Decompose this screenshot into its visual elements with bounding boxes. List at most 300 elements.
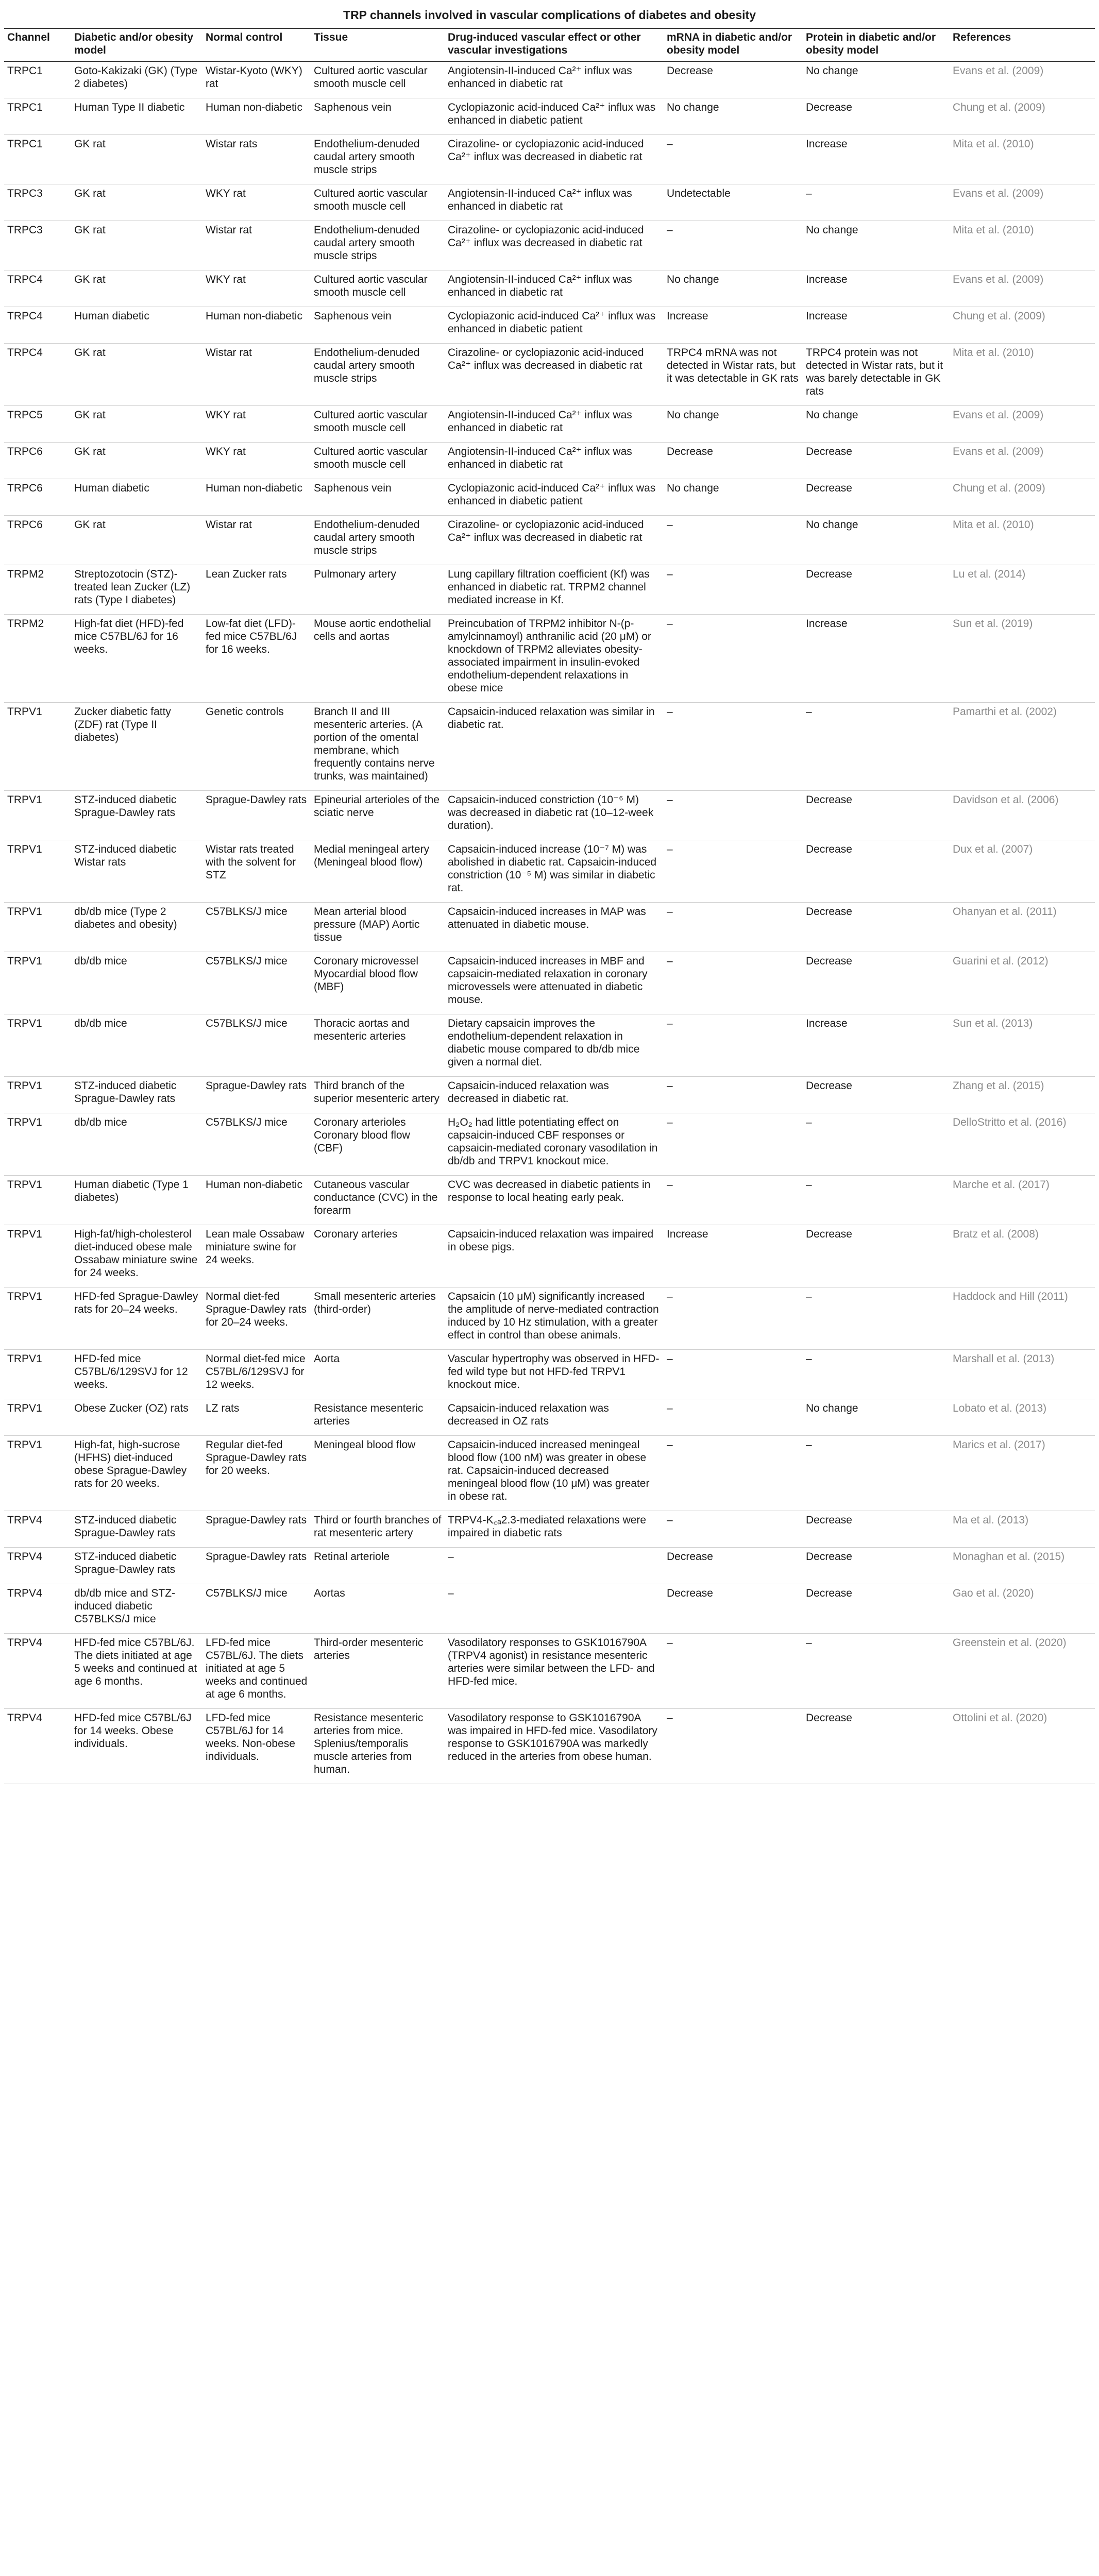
cell-control: LZ rats	[202, 1399, 311, 1436]
cell-model: STZ-induced diabetic Sprague-Dawley rats	[71, 791, 202, 840]
cell-channel: TRPV1	[4, 1014, 71, 1077]
cell-mrna: –	[664, 135, 803, 184]
cell-model: GK rat	[71, 270, 202, 307]
cell-control: LFD-fed mice C57BL/6J for 14 weeks. Non-obese individuals.	[202, 1709, 311, 1784]
cell-effect: Dietary capsaicin improves the endothelium-dependent relaxation in diabetic mouse compared to db/db mice given a normal diet.	[445, 1014, 664, 1077]
table-row	[4, 1176, 1095, 1225]
cell-protein: Decrease	[803, 1077, 950, 1113]
cell-reference[interactable]: Sun et al. (2013)	[950, 1014, 1095, 1077]
table-header	[4, 28, 1095, 61]
cell-channel: TRPM2	[4, 565, 71, 615]
table-row	[4, 1634, 1095, 1709]
cell-tissue: Mean arterial blood pressure (MAP) Aortic tissue	[311, 903, 445, 952]
cell-protein: TRPC4 protein was not detected in Wistar rats, but it was barely detectable in GK rats	[803, 344, 950, 406]
cell-tissue: Medial meningeal artery (Meningeal blood flow)	[311, 840, 445, 903]
cell-control: Wistar-Kyoto (WKY) rat	[202, 61, 311, 98]
cell-reference[interactable]: Ohanyan et al. (2011)	[950, 903, 1095, 952]
cell-effect: Vasodilatory response to GSK1016790A was impaired in HFD-fed mice. Vasodilatory response to GSK1016790A was markedly reduced in the arteries from obese human.	[445, 1709, 664, 1784]
cell-tissue: Coronary arterioles Coronary blood flow (CBF)	[311, 1113, 445, 1176]
cell-model: db/db mice and STZ-induced diabetic C57BLKS/J mice	[71, 1584, 202, 1634]
cell-protein: Decrease	[803, 98, 950, 135]
cell-reference[interactable]: Evans et al. (2009)	[950, 61, 1095, 98]
cell-protein: Decrease	[803, 903, 950, 952]
table-row	[4, 791, 1095, 840]
table-row	[4, 98, 1095, 135]
cell-model: db/db mice (Type 2 diabetes and obesity)	[71, 903, 202, 952]
cell-control: LFD-fed mice C57BL/6J. The diets initiated at age 5 weeks and continued at age 6 months.	[202, 1634, 311, 1709]
cell-mrna: No change	[664, 479, 803, 516]
cell-control: Wistar rats treated with the solvent for STZ	[202, 840, 311, 903]
table-row	[4, 344, 1095, 406]
table-row	[4, 479, 1095, 516]
cell-tissue: Retinal arteriole	[311, 1548, 445, 1584]
cell-model: db/db mice	[71, 1014, 202, 1077]
table-row	[4, 952, 1095, 1014]
header-mrna: mRNA in diabetic and/or obesity model	[664, 28, 803, 61]
cell-control: Normal diet-fed Sprague-Dawley rats for 20–24 weeks.	[202, 1287, 311, 1350]
cell-protein: Decrease	[803, 1709, 950, 1784]
cell-protein: No change	[803, 61, 950, 98]
cell-model: STZ-induced diabetic Wistar rats	[71, 840, 202, 903]
table-row	[4, 406, 1095, 443]
cell-control: C57BLKS/J mice	[202, 1113, 311, 1176]
cell-reference[interactable]: Bratz et al. (2008)	[950, 1225, 1095, 1287]
cell-channel: TRPC6	[4, 443, 71, 479]
cell-effect: Capsaicin-induced relaxation was decreased in OZ rats	[445, 1399, 664, 1436]
cell-model: HFD-fed mice C57BL/6J. The diets initiated at age 5 weeks and continued at age 6 months.	[71, 1634, 202, 1709]
cell-channel: TRPC6	[4, 516, 71, 565]
table-row	[4, 516, 1095, 565]
cell-model: High-fat/high-cholesterol diet-induced obese male Ossabaw miniature swine for 24 weeks.	[71, 1225, 202, 1287]
cell-model: Goto-Kakizaki (GK) (Type 2 diabetes)	[71, 61, 202, 98]
cell-reference[interactable]: Gao et al. (2020)	[950, 1584, 1095, 1634]
cell-reference[interactable]: Haddock and Hill (2011)	[950, 1287, 1095, 1350]
cell-channel: TRPV1	[4, 903, 71, 952]
cell-reference[interactable]: Mita et al. (2010)	[950, 221, 1095, 270]
cell-channel: TRPC4	[4, 270, 71, 307]
cell-protein: No change	[803, 406, 950, 443]
cell-reference[interactable]: Evans et al. (2009)	[950, 406, 1095, 443]
cell-control: WKY rat	[202, 184, 311, 221]
cell-channel: TRPC3	[4, 221, 71, 270]
cell-reference[interactable]: Marche et al. (2017)	[950, 1176, 1095, 1225]
cell-effect: Angiotensin-II-induced Ca²⁺ influx was enhanced in diabetic rat	[445, 406, 664, 443]
cell-effect: Capsaicin-induced increased meningeal blood flow (100 nM) was greater in obese rat. Capsaicin-induced decreased meningeal blood flow (10 μM) was greater in obese rat.	[445, 1436, 664, 1511]
cell-control: C57BLKS/J mice	[202, 1584, 311, 1634]
cell-effect: Cirazoline- or cyclopiazonic acid-induced Ca²⁺ influx was decreased in diabetic rat	[445, 344, 664, 406]
table-row	[4, 184, 1095, 221]
cell-protein: No change	[803, 1399, 950, 1436]
cell-control: Normal diet-fed mice C57BL/6/129SVJ for 12 weeks.	[202, 1350, 311, 1399]
cell-protein: –	[803, 1113, 950, 1176]
cell-mrna: –	[664, 791, 803, 840]
header-references: References	[950, 28, 1095, 61]
cell-effect: –	[445, 1584, 664, 1634]
cell-model: Zucker diabetic fatty (ZDF) rat (Type II diabetes)	[71, 703, 202, 791]
cell-mrna: –	[664, 1176, 803, 1225]
cell-tissue: Meningeal blood flow	[311, 1436, 445, 1511]
cell-tissue: Coronary arteries	[311, 1225, 445, 1287]
cell-tissue: Cultured aortic vascular smooth muscle cell	[311, 61, 445, 98]
cell-reference[interactable]: Ottolini et al. (2020)	[950, 1709, 1095, 1784]
cell-model: HFD-fed mice C57BL/6J for 14 weeks. Obese individuals.	[71, 1709, 202, 1784]
cell-channel: TRPV1	[4, 791, 71, 840]
cell-protein: Increase	[803, 135, 950, 184]
cell-control: WKY rat	[202, 443, 311, 479]
cell-protein: –	[803, 1350, 950, 1399]
cell-tissue: Branch II and III mesenteric arteries. (A portion of the omental membrane, which frequently contains nerve trunks, was maintained)	[311, 703, 445, 791]
cell-channel: TRPC1	[4, 98, 71, 135]
cell-mrna: –	[664, 840, 803, 903]
header-model: Diabetic and/or obesity model	[71, 28, 202, 61]
cell-channel: TRPC6	[4, 479, 71, 516]
table-row	[4, 1225, 1095, 1287]
cell-tissue: Small mesenteric arteries (third-order)	[311, 1287, 445, 1350]
cell-tissue: Endothelium-denuded caudal artery smooth muscle strips	[311, 135, 445, 184]
cell-model: db/db mice	[71, 952, 202, 1014]
cell-control: Low-fat diet (LFD)-fed mice C57BL/6J for 16 weeks.	[202, 615, 311, 703]
cell-model: HFD-fed Sprague-Dawley rats for 20–24 weeks.	[71, 1287, 202, 1350]
cell-protein: –	[803, 184, 950, 221]
cell-model: Obese Zucker (OZ) rats	[71, 1399, 202, 1436]
cell-reference[interactable]: Monaghan et al. (2015)	[950, 1548, 1095, 1584]
table-row	[4, 443, 1095, 479]
cell-model: Human Type II diabetic	[71, 98, 202, 135]
cell-mrna: No change	[664, 98, 803, 135]
header-effect: Drug-induced vascular effect or other vascular investigations	[445, 28, 664, 61]
cell-reference[interactable]: Dux et al. (2007)	[950, 840, 1095, 903]
cell-tissue: Aorta	[311, 1350, 445, 1399]
cell-reference[interactable]: Evans et al. (2009)	[950, 270, 1095, 307]
table-row	[4, 1584, 1095, 1634]
cell-tissue: Cultured aortic vascular smooth muscle cell	[311, 184, 445, 221]
cell-effect: Capsaicin-induced increases in MAP was attenuated in diabetic mouse.	[445, 903, 664, 952]
cell-mrna: –	[664, 1709, 803, 1784]
cell-mrna: –	[664, 903, 803, 952]
cell-channel: TRPV4	[4, 1584, 71, 1634]
cell-effect: Vasodilatory responses to GSK1016790A (TRPV4 agonist) in resistance mesenteric arteries were similar between the LFD- and HFD-fed mice.	[445, 1634, 664, 1709]
cell-control: Human non-diabetic	[202, 98, 311, 135]
cell-mrna: No change	[664, 406, 803, 443]
cell-mrna: –	[664, 1113, 803, 1176]
cell-mrna: –	[664, 1399, 803, 1436]
cell-mrna: –	[664, 703, 803, 791]
cell-mrna: –	[664, 1077, 803, 1113]
cell-control: Lean Zucker rats	[202, 565, 311, 615]
cell-reference[interactable]: Chung et al. (2009)	[950, 479, 1095, 516]
table-row	[4, 565, 1095, 615]
cell-effect: Cirazoline- or cyclopiazonic acid-induced Ca²⁺ influx was decreased in diabetic rat	[445, 221, 664, 270]
cell-model: GK rat	[71, 135, 202, 184]
cell-tissue: Endothelium-denuded caudal artery smooth muscle strips	[311, 344, 445, 406]
cell-model: Streptozotocin (STZ)-treated lean Zucker (LZ) rats (Type I diabetes)	[71, 565, 202, 615]
cell-channel: TRPV1	[4, 1399, 71, 1436]
cell-effect: Capsaicin-induced relaxation was similar in diabetic rat.	[445, 703, 664, 791]
cell-protein: Decrease	[803, 1584, 950, 1634]
table-row	[4, 1709, 1095, 1784]
cell-protein: No change	[803, 221, 950, 270]
cell-channel: TRPV1	[4, 1225, 71, 1287]
cell-protein: Increase	[803, 1014, 950, 1077]
cell-protein: Decrease	[803, 565, 950, 615]
cell-tissue: Saphenous vein	[311, 479, 445, 516]
header-tissue: Tissue	[311, 28, 445, 61]
cell-effect: Cirazoline- or cyclopiazonic acid-induced Ca²⁺ influx was decreased in diabetic rat	[445, 516, 664, 565]
cell-protein: Decrease	[803, 443, 950, 479]
cell-reference[interactable]: Mita et al. (2010)	[950, 516, 1095, 565]
cell-channel: TRPV4	[4, 1709, 71, 1784]
cell-reference[interactable]: Mita et al. (2010)	[950, 135, 1095, 184]
cell-reference[interactable]: Lu et al. (2014)	[950, 565, 1095, 615]
cell-tissue: Cutaneous vascular conductance (CVC) in the forearm	[311, 1176, 445, 1225]
cell-tissue: Third-order mesenteric arteries	[311, 1634, 445, 1709]
cell-control: Human non-diabetic	[202, 307, 311, 344]
cell-reference[interactable]: Evans et al. (2009)	[950, 184, 1095, 221]
cell-tissue: Cultured aortic vascular smooth muscle cell	[311, 443, 445, 479]
table-row	[4, 615, 1095, 703]
cell-protein: Increase	[803, 615, 950, 703]
table-row	[4, 1350, 1095, 1399]
cell-model: STZ-induced diabetic Sprague-Dawley rats	[71, 1511, 202, 1548]
cell-control: Wistar rats	[202, 135, 311, 184]
cell-channel: TRPV1	[4, 840, 71, 903]
cell-mrna: Decrease	[664, 61, 803, 98]
cell-effect: Capsaicin-induced relaxation was decreased in diabetic rat.	[445, 1077, 664, 1113]
table-row	[4, 270, 1095, 307]
cell-protein: Decrease	[803, 791, 950, 840]
cell-model: Human diabetic (Type 1 diabetes)	[71, 1176, 202, 1225]
cell-control: Human non-diabetic	[202, 479, 311, 516]
cell-channel: TRPM2	[4, 615, 71, 703]
cell-control: WKY rat	[202, 406, 311, 443]
cell-protein: Decrease	[803, 952, 950, 1014]
cell-mrna: –	[664, 221, 803, 270]
cell-tissue: Coronary microvessel Myocardial blood flow (MBF)	[311, 952, 445, 1014]
cell-protein: Increase	[803, 270, 950, 307]
cell-reference[interactable]: Mita et al. (2010)	[950, 344, 1095, 406]
cell-effect: Angiotensin-II-induced Ca²⁺ influx was enhanced in diabetic rat	[445, 270, 664, 307]
cell-protein: Decrease	[803, 1511, 950, 1548]
cell-protein: No change	[803, 516, 950, 565]
cell-effect: Capsaicin-induced increase (10⁻⁷ M) was abolished in diabetic rat. Capsaicin-induced constriction (10⁻⁵ M) was similar in diabetic rat.	[445, 840, 664, 903]
cell-control: Regular diet-fed Sprague-Dawley rats for 20 weeks.	[202, 1436, 311, 1511]
cell-protein: Decrease	[803, 1548, 950, 1584]
cell-effect: Preincubation of TRPM2 inhibitor N-(p-amylcinnamoyl) anthranilic acid (20 μM) or knockdown of TRPM2 alleviates obesity-associated impairment in insulin-evoked endothelium-dependent relaxations in obese mice	[445, 615, 664, 703]
cell-effect: Capsaicin-induced relaxation was impaired in obese pigs.	[445, 1225, 664, 1287]
cell-model: Human diabetic	[71, 479, 202, 516]
header-row	[4, 28, 1095, 61]
cell-model: STZ-induced diabetic Sprague-Dawley rats	[71, 1077, 202, 1113]
cell-effect: Lung capillary filtration coefficient (Kf) was enhanced in diabetic rat. TRPM2 channel mediated increase in Kf.	[445, 565, 664, 615]
cell-mrna: –	[664, 1287, 803, 1350]
cell-reference[interactable]: Greenstein et al. (2020)	[950, 1634, 1095, 1709]
table-row	[4, 1511, 1095, 1548]
cell-tissue: Endothelium-denuded caudal artery smooth muscle strips	[311, 516, 445, 565]
cell-protein: –	[803, 1436, 950, 1511]
header-control: Normal control	[202, 28, 311, 61]
cell-control: Genetic controls	[202, 703, 311, 791]
cell-channel: TRPV1	[4, 1176, 71, 1225]
cell-effect: Capsaicin-induced constriction (10⁻⁶ M) was decreased in diabetic rat (10–12-week duration).	[445, 791, 664, 840]
cell-mrna: –	[664, 952, 803, 1014]
cell-effect: Vascular hypertrophy was observed in HFD-fed wild type but not HFD-fed TRPV1 knockout mice.	[445, 1350, 664, 1399]
table-row	[4, 1548, 1095, 1584]
cell-tissue: Mouse aortic endothelial cells and aortas	[311, 615, 445, 703]
cell-model: GK rat	[71, 443, 202, 479]
table-row	[4, 703, 1095, 791]
table-body	[4, 61, 1095, 1784]
cell-tissue: Cultured aortic vascular smooth muscle cell	[311, 406, 445, 443]
cell-mrna: –	[664, 1436, 803, 1511]
cell-protein: Decrease	[803, 840, 950, 903]
cell-tissue: Cultured aortic vascular smooth muscle cell	[311, 270, 445, 307]
cell-effect: Cyclopiazonic acid-induced Ca²⁺ influx was enhanced in diabetic patient	[445, 479, 664, 516]
trp-channels-table	[4, 28, 1095, 1784]
cell-channel: TRPV1	[4, 952, 71, 1014]
cell-model: GK rat	[71, 221, 202, 270]
cell-tissue: Pulmonary artery	[311, 565, 445, 615]
cell-reference[interactable]: Marshall et al. (2013)	[950, 1350, 1095, 1399]
cell-tissue: Endothelium-denuded caudal artery smooth muscle strips	[311, 221, 445, 270]
cell-mrna: –	[664, 1511, 803, 1548]
table-row	[4, 1399, 1095, 1436]
cell-protein: –	[803, 703, 950, 791]
cell-tissue: Epineurial arterioles of the sciatic nerve	[311, 791, 445, 840]
cell-effect: Angiotensin-II-induced Ca²⁺ influx was enhanced in diabetic rat	[445, 61, 664, 98]
cell-control: C57BLKS/J mice	[202, 903, 311, 952]
cell-mrna: Decrease	[664, 1584, 803, 1634]
cell-channel: TRPV1	[4, 1287, 71, 1350]
table-row	[4, 61, 1095, 98]
cell-protein: –	[803, 1287, 950, 1350]
cell-channel: TRPV1	[4, 1113, 71, 1176]
table-row	[4, 1014, 1095, 1077]
table-row	[4, 221, 1095, 270]
cell-mrna: Decrease	[664, 443, 803, 479]
cell-mrna: Increase	[664, 1225, 803, 1287]
cell-control: Wistar rat	[202, 221, 311, 270]
cell-channel: TRPV1	[4, 703, 71, 791]
cell-reference[interactable]: Chung et al. (2009)	[950, 307, 1095, 344]
cell-effect: H₂O₂ had little potentiating effect on capsaicin-induced CBF responses or capsaicin-mediated coronary vasodilation in db/db and TRPV1 knockout mice.	[445, 1113, 664, 1176]
cell-model: Human diabetic	[71, 307, 202, 344]
cell-effect: –	[445, 1548, 664, 1584]
cell-tissue: Aortas	[311, 1584, 445, 1634]
cell-control: C57BLKS/J mice	[202, 952, 311, 1014]
cell-reference[interactable]: Ma et al. (2013)	[950, 1511, 1095, 1548]
table-row	[4, 903, 1095, 952]
cell-tissue: Resistance mesenteric arteries from mice. Splenius/temporalis muscle arteries from human.	[311, 1709, 445, 1784]
cell-mrna: Decrease	[664, 1548, 803, 1584]
cell-mrna: TRPC4 mRNA was not detected in Wistar rats, but it was detectable in GK rats	[664, 344, 803, 406]
cell-control: Sprague-Dawley rats	[202, 791, 311, 840]
cell-channel: TRPC1	[4, 61, 71, 98]
cell-mrna: –	[664, 1634, 803, 1709]
cell-reference[interactable]: Sun et al. (2019)	[950, 615, 1095, 703]
cell-reference[interactable]: Evans et al. (2009)	[950, 443, 1095, 479]
cell-protein: Decrease	[803, 1225, 950, 1287]
table-row	[4, 307, 1095, 344]
cell-control: Sprague-Dawley rats	[202, 1511, 311, 1548]
cell-channel: TRPC5	[4, 406, 71, 443]
cell-reference[interactable]: Chung et al. (2009)	[950, 98, 1095, 135]
cell-effect: Cyclopiazonic acid-induced Ca²⁺ influx was enhanced in diabetic patient	[445, 307, 664, 344]
cell-mrna: –	[664, 615, 803, 703]
table-row	[4, 1436, 1095, 1511]
cell-mrna: –	[664, 1350, 803, 1399]
cell-effect: TRPV4-K꜀ₐ2.3-mediated relaxations were impaired in diabetic rats	[445, 1511, 664, 1548]
table-row	[4, 1113, 1095, 1176]
cell-model: GK rat	[71, 184, 202, 221]
cell-mrna: –	[664, 565, 803, 615]
cell-reference[interactable]: Zhang et al. (2015)	[950, 1077, 1095, 1113]
cell-tissue: Saphenous vein	[311, 307, 445, 344]
header-channel: Channel	[4, 28, 71, 61]
cell-effect: Cirazoline- or cyclopiazonic acid-induced Ca²⁺ influx was decreased in diabetic rat	[445, 135, 664, 184]
cell-model: db/db mice	[71, 1113, 202, 1176]
cell-model: GK rat	[71, 344, 202, 406]
header-protein: Protein in diabetic and/or obesity model	[803, 28, 950, 61]
cell-reference[interactable]: Marics et al. (2017)	[950, 1436, 1095, 1511]
cell-mrna: –	[664, 1014, 803, 1077]
cell-control: Human non-diabetic	[202, 1176, 311, 1225]
table-row	[4, 840, 1095, 903]
cell-reference[interactable]: Davidson et al. (2006)	[950, 791, 1095, 840]
cell-tissue: Thoracic aortas and mesenteric arteries	[311, 1014, 445, 1077]
cell-channel: TRPV1	[4, 1436, 71, 1511]
cell-tissue: Resistance mesenteric arteries	[311, 1399, 445, 1436]
cell-channel: TRPV1	[4, 1077, 71, 1113]
cell-model: GK rat	[71, 516, 202, 565]
cell-mrna: –	[664, 516, 803, 565]
cell-channel: TRPV4	[4, 1634, 71, 1709]
cell-channel: TRPV1	[4, 1350, 71, 1399]
cell-model: High-fat, high-sucrose (HFHS) diet-induced obese Sprague-Dawley rats for 20 weeks.	[71, 1436, 202, 1511]
cell-reference[interactable]: Guarini et al. (2012)	[950, 952, 1095, 1014]
cell-control: Sprague-Dawley rats	[202, 1077, 311, 1113]
cell-control: Sprague-Dawley rats	[202, 1548, 311, 1584]
cell-channel: TRPC3	[4, 184, 71, 221]
cell-model: High-fat diet (HFD)-fed mice C57BL/6J for 16 weeks.	[71, 615, 202, 703]
cell-control: Wistar rat	[202, 344, 311, 406]
table-caption: TRP channels involved in vascular complications of diabetes and obesity	[343, 8, 756, 22]
cell-mrna: Increase	[664, 307, 803, 344]
table-row	[4, 135, 1095, 184]
cell-reference[interactable]: Pamarthi et al. (2002)	[950, 703, 1095, 791]
cell-control: Lean male Ossabaw miniature swine for 24 weeks.	[202, 1225, 311, 1287]
cell-channel: TRPV4	[4, 1511, 71, 1548]
cell-model: HFD-fed mice C57BL/6/129SVJ for 12 weeks.	[71, 1350, 202, 1399]
cell-tissue: Third or fourth branches of rat mesenteric artery	[311, 1511, 445, 1548]
table-row	[4, 1287, 1095, 1350]
cell-channel: TRPV4	[4, 1548, 71, 1584]
cell-effect: Angiotensin-II-induced Ca²⁺ influx was enhanced in diabetic rat	[445, 443, 664, 479]
cell-channel: TRPC1	[4, 135, 71, 184]
cell-control: Wistar rat	[202, 516, 311, 565]
cell-reference[interactable]: Lobato et al. (2013)	[950, 1399, 1095, 1436]
cell-protein: Increase	[803, 307, 950, 344]
cell-tissue: Third branch of the superior mesenteric artery	[311, 1077, 445, 1113]
cell-model: STZ-induced diabetic Sprague-Dawley rats	[71, 1548, 202, 1584]
cell-effect: Capsaicin (10 μM) significantly increased the amplitude of nerve-mediated contraction induced by 10 Hz stimulation, with a greater effect in control than obese animals.	[445, 1287, 664, 1350]
cell-effect: Angiotensin-II-induced Ca²⁺ influx was enhanced in diabetic rat	[445, 184, 664, 221]
cell-reference[interactable]: DelloStritto et al. (2016)	[950, 1113, 1095, 1176]
table-row	[4, 1077, 1095, 1113]
cell-tissue: Saphenous vein	[311, 98, 445, 135]
cell-channel: TRPC4	[4, 344, 71, 406]
cell-mrna: No change	[664, 270, 803, 307]
cell-effect: Capsaicin-induced increases in MBF and capsaicin-mediated relaxation in coronary microvessels were attenuated in diabetic mouse.	[445, 952, 664, 1014]
